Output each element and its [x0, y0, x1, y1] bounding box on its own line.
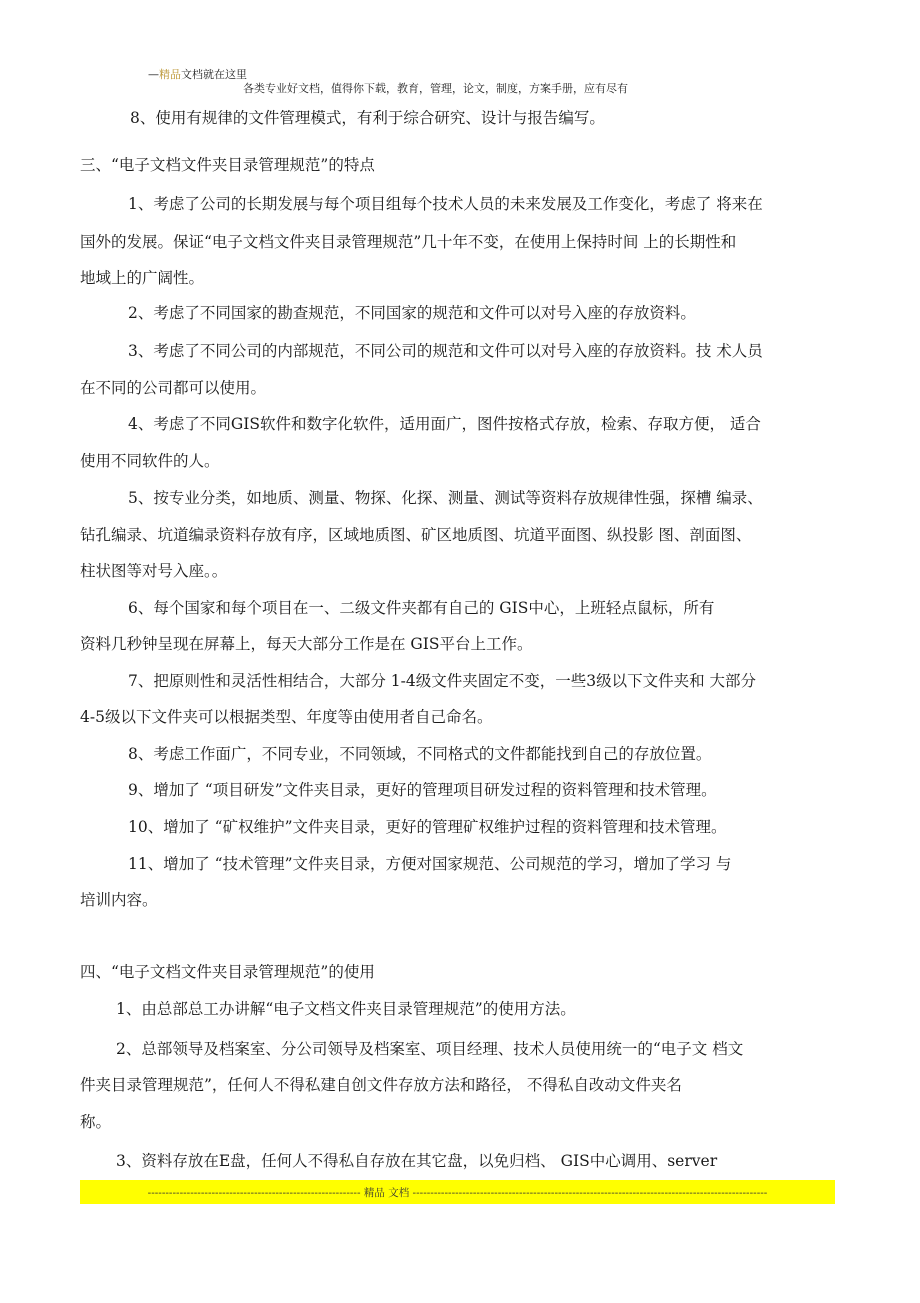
para-line: 柱状图等对号入座。。	[80, 562, 228, 580]
footer-dashes-right: ----------------------------------------------------------------------------------------------------	[412, 1187, 768, 1199]
section-heading: 三、“电子文档文件夹目录管理规范”的特点	[80, 156, 375, 174]
footer-label: 精品 文档	[363, 1187, 410, 1199]
para-line: 称。	[80, 1113, 112, 1131]
header-tagline: 各类专业好文档，值得你下载，教育，管理，论文，制度，方案手册，应有尽有	[243, 82, 628, 95]
para-line: 使用不同软件的人。	[80, 452, 220, 470]
para-line: 国外的发展。保证“电子文档文件夹目录管理规范”几十年不变，在使用上保持时间 上的长期性和	[80, 233, 737, 251]
brand-dash: —	[148, 68, 159, 81]
para-line: 8、考虑工作面广，不同专业，不同领域，不同格式的文件都能找到自己的存放位置。	[128, 745, 712, 763]
brand-rest: 文档就在这里	[181, 68, 247, 81]
footer-dashes-left: ------------------------------------------------------------	[147, 1187, 361, 1199]
para-line: 4-5级以下文件夹可以根据类型、年度等由使用者自己命名。	[80, 708, 493, 726]
para-line: 件夹目录管理规范”，任何人不得私建自创文件存放方法和路径， 不得私自改动文件夹名	[80, 1076, 682, 1094]
section-heading: 四、“电子文档文件夹目录管理规范”的使用	[80, 963, 375, 981]
brand-highlight: 精品	[159, 68, 181, 81]
header-brand	[148, 66, 247, 82]
para-line: 地域上的广阔性。	[80, 269, 205, 287]
para-line: 6、每个国家和每个项目在一、二级文件夹都有自己的 GIS中心，上班轻点鼠标，所有	[128, 599, 715, 617]
para-line: 3、考虑了不同公司的内部规范，不同公司的规范和文件可以对号入座的存放资料。技 术人员	[128, 342, 763, 360]
para-line: 1、由总部总工办讲解“电子文档文件夹目录管理规范”的使用方法。	[116, 1000, 576, 1018]
para-line: 7、把原则性和灵活性相结合，大部分 1-4级文件夹固定不变，一些3级以下文件夹和 大部分	[128, 672, 757, 690]
para-line: 培训内容。	[80, 891, 158, 909]
para-line: 9、增加了 “项目研发”文件夹目录，更好的管理项目研发过程的资料管理和技术管理。	[128, 781, 717, 799]
para-line: 5、按专业分类，如地质、测量、物探、化探、测量、测试等资料存放规律性强，探槽 编录、	[128, 489, 763, 507]
para-line: 在不同的公司都可以使用。	[80, 379, 267, 397]
para-line: 11、增加了 “技术管理”文件夹目录，方便对国家规范、公司规范的学习，增加了学习 与	[128, 855, 732, 873]
para-line: 10、增加了 “矿权维护”文件夹目录，更好的管理矿权维护过程的资料管理和技术管理。	[128, 818, 727, 836]
para-line: 4、考虑了不同GIS软件和数字化软件，适用面广，图件按格式存放，检索、存取方便， 适合	[128, 415, 761, 433]
footer-text	[80, 1185, 835, 1200]
para-line: 1、考虑了公司的长期发展与每个项目组每个技术人员的未来发展及工作变化，考虑了 将来在	[128, 195, 763, 213]
para-line: 钻孔编录、坑道编录资料存放有序，区域地质图、矿区地质图、坑道平面图、纵投影 图、剖面图、	[80, 526, 752, 544]
para-line: 资料几秒钟呈现在屏幕上，每天大部分工作是在 GIS平台上工作。	[80, 635, 533, 653]
para-line: 2、考虑了不同国家的勘查规范，不同国家的规范和文件可以对号入座的存放资料。	[128, 304, 696, 322]
para-line: 2、总部领导及档案室、分公司领导及档案室、项目经理、技术人员使用统一的“电子文 档文	[116, 1040, 744, 1058]
para-line: 3、资料存放在E盘，任何人不得私自存放在其它盘，以免归档、 GIS中心调用、server	[116, 1152, 718, 1170]
footer-highlight-bar	[80, 1180, 835, 1204]
para-line: 8、使用有规律的文件管理模式，有利于综合研究、设计与报告编写。	[130, 109, 605, 127]
